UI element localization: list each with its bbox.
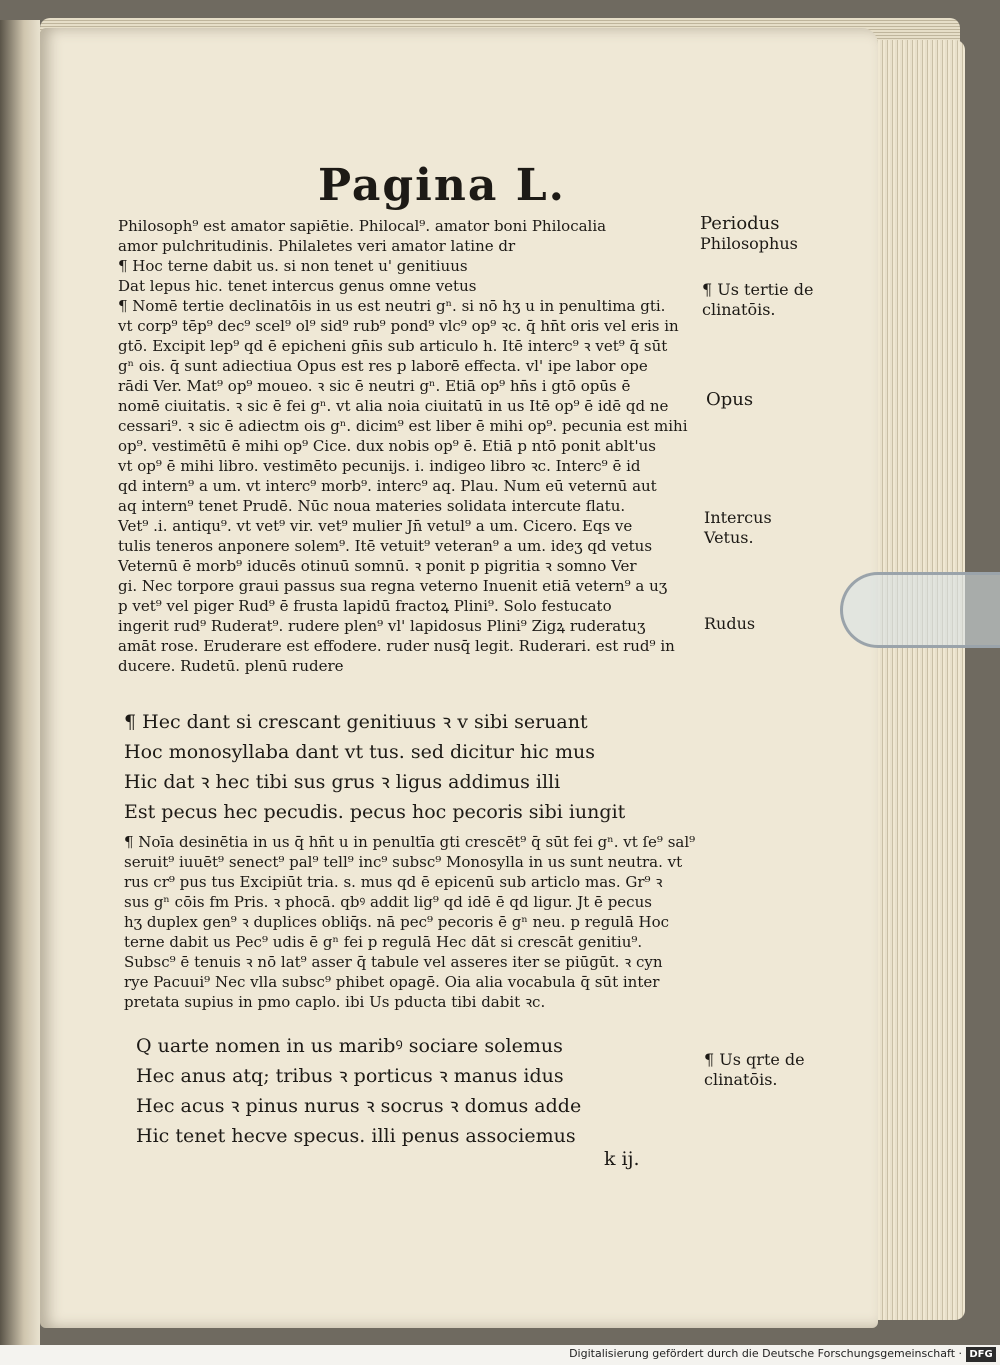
marginal-note: ¶ Us tertie de xyxy=(702,280,814,299)
text-line: Vet⁹ .i. antiqu⁹. vt vet⁹ vir. vet⁹ mulier Jn̄ vetul⁹ a um. Cicero. Eqs ve xyxy=(118,517,633,535)
text-line: ducere. Rudetū. plenū rudere xyxy=(118,657,344,675)
text-line: terne dabit us Pec⁹ udis ē gⁿ fei p regulā Hec dāt si crescāt genitiu⁹. xyxy=(124,933,643,951)
text-line: Veternū ē morb⁹ iducēs otinuū somnū. ꝛ ponit p pigritia ꝛ somno Ver xyxy=(118,557,637,575)
book-left-page-edge xyxy=(0,20,40,1345)
book-fore-edge xyxy=(870,40,965,1320)
text-line: nomē ciuitatis. ꝛ sic ē fei gⁿ. vt alia noia ciuitatū in us Itē op⁹ ē idē qd ne xyxy=(118,397,669,415)
verse-line: ¶ Hec dant si crescant genitiuus ꝛ v sibi seruant xyxy=(124,711,588,733)
text-line: tulis teneros anponere solem⁹. Itē vetuit⁹ veteran⁹ a um. ideʒ qd vetus xyxy=(118,537,653,555)
verse-line: Hoc monosyllaba dant vt tus. sed dicitur hic mus xyxy=(124,741,595,763)
signature-mark: k ij. xyxy=(604,1148,640,1170)
text-line: Philosoph⁹ est amator sapiētie. Philocal⁹. amator boni Philocalia xyxy=(118,217,607,235)
verse-line: Hec acus ꝛ pinus nurus ꝛ socrus ꝛ domus adde xyxy=(136,1095,582,1117)
verse-line: Hic tenet hecve specus. illi penus associemus xyxy=(136,1125,576,1147)
text-line: amor pulchritudinis. Philaletes veri amator latine dr xyxy=(118,237,516,255)
text-line: ingerit rud⁹ Ruderat⁹. rudere plen⁹ vl' lapidosus Plini⁹ Zigꝝ ruderatuʒ xyxy=(118,617,646,635)
marginal-note: Vetus. xyxy=(704,528,754,547)
text-line: rye Pacuui⁹ Nec vlla subsc⁹ phibet opagē. Oia alia vocabula q̄ sūt inter xyxy=(124,973,660,991)
text-line: gi. Nec torpore graui passus sua regna veterno Inuenit etiā vetern⁹ a uʒ xyxy=(118,577,668,595)
text-line: ¶ Nomē tertie declinatōis in us est neutri gⁿ. si nō hʒ u in penultima gti. xyxy=(118,297,666,315)
text-line: gtō. Excipit lep⁹ qd ē epicheni gn̄is sub articulo h. Itē interc⁹ ꝛ vet⁹ q̄ sūt xyxy=(118,337,668,355)
verse-line: Q uarte nomen in us maribꝰ sociare solemus xyxy=(136,1035,563,1057)
verse-line: Hec anus atq; tribus ꝛ porticus ꝛ manus idus xyxy=(136,1065,564,1087)
text-line: ¶ Hoc terne dabit us. si non tenet u' genitiuus xyxy=(118,257,468,275)
text-line: Subsc⁹ ē tenuis ꝛ nō lat⁹ asser q̄ tabule vel asseres iter se piūgūt. ꝛ cyn xyxy=(124,953,663,971)
text-line: hʒ duplex gen⁹ ꝛ duplices obliq̄s. nā pec⁹ pecoris ē gⁿ neu. p regulā Hoc xyxy=(124,913,670,931)
text-line: pretata supius in pmo caplo. ibi Us pducta tibi dabit ꝛc. xyxy=(124,993,546,1011)
page-title: Pagina L. xyxy=(318,160,566,211)
text-line: sus gⁿ cōis fm Pris. ꝛ phocā. qbꝰ addit lig⁹ qd idē ē qd ligur. Jt ē pecus xyxy=(124,893,652,911)
text-line: aq intern⁹ tenet Prudē. Nūc noua materies solidata intercute flatu. xyxy=(118,497,626,515)
text-line: Dat lepus hic. tenet intercus genus omne vetus xyxy=(118,277,477,295)
marginal-note: ¶ Us qrte de xyxy=(704,1050,805,1069)
verse-line: Hic dat ꝛ hec tibi sus grus ꝛ ligus addimus illi xyxy=(124,771,561,793)
marginal-note: Periodus xyxy=(700,213,780,234)
marginal-note: Philosophus xyxy=(700,234,798,253)
text-line: p vet⁹ vel piger Rud⁹ ē frusta lapidū fractoꝝ Plini⁹. Solo festucato xyxy=(118,597,612,615)
verse-line: Est pecus hec pecudis. pecus hoc pecoris sibi iungit xyxy=(124,801,626,823)
text-line: rus cr⁹ pus tus Excipiūt tria. s. mus qd ē epicenū sub articlo mas. Gr⁹ ꝛ xyxy=(124,873,663,891)
marginal-note: Opus xyxy=(706,389,754,410)
text-line: seruit⁹ iuuēt⁹ senect⁹ pal⁹ tell⁹ inc⁹ subsc⁹ Monosylla in us sunt neutra. vt xyxy=(124,853,683,871)
text-line: ¶ Noīa desinētia in us q̄ hn̄t u in penultīa gti crescēt⁹ q̄ sūt fei gⁿ. vt ſe⁹ sal⁹ xyxy=(124,833,696,851)
text-line: gⁿ ois. q̄ sunt adiectiua Opus est res p laborē effecta. vl' ipe labor ope xyxy=(118,357,648,375)
marginal-note: clinatōis. xyxy=(704,1070,778,1089)
text-line: vt corp⁹ tēp⁹ dec⁹ scel⁹ ol⁹ sid⁹ rub⁹ pond⁹ vlc⁹ op⁹ ꝛc. q̄ hn̄t oris vel eris in xyxy=(118,317,679,335)
text-line: rādi Ver. Mat⁹ op⁹ moueo. ꝛ sic ē neutri gⁿ. Etiā op⁹ hn̄s i gtō opūs ē xyxy=(118,377,631,395)
marginal-note: clinatōis. xyxy=(702,300,776,319)
text-line: qd intern⁹ a um. vt interc⁹ morb⁹. interc⁹ aq. Plau. Num eū veternū aut xyxy=(118,477,657,495)
text-line: vt op⁹ ē mihi libro. vestimēto pecunijs. i. indigeo libro ꝛc. Interc⁹ ē id xyxy=(118,457,641,475)
text-line: amāt rose. Eruderare est effodere. ruder nusq̄ legit. Ruderari. est rud⁹ in xyxy=(118,637,675,655)
dfg-logo: DFG xyxy=(966,1347,996,1362)
text-line: op⁹. vestimētū ē mihi op⁹ Cice. dux nobis op⁹ ē. Etiā p ntō ponit ablt'us xyxy=(118,437,656,455)
marginal-note: Rudus xyxy=(704,614,756,633)
page-clip xyxy=(840,572,1000,648)
footer-text: Digitalisierung gefördert durch die Deutsche Forschungsgemeinschaft · xyxy=(569,1347,962,1360)
text-line: cessari⁹. ꝛ sic ē adiectm ois gⁿ. dicim⁹ est liber ē mihi op⁹. pecunia est mihi xyxy=(118,417,688,435)
marginal-note: Intercus xyxy=(704,508,772,527)
footer-bar xyxy=(0,1345,1000,1365)
